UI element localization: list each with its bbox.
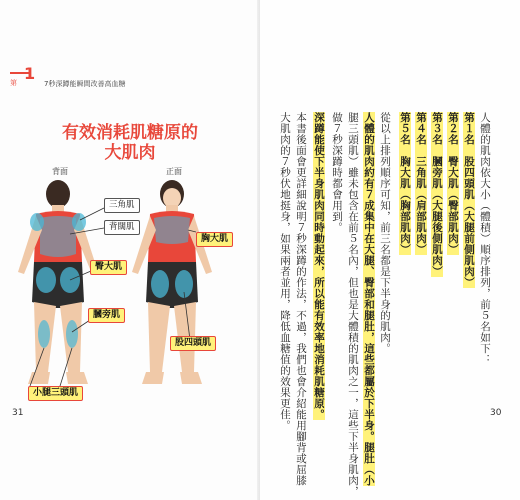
front-view-label: 正面	[166, 167, 182, 176]
rank-item-1	[462, 112, 476, 288]
label-quads: 股四頭肌	[170, 336, 216, 351]
rank-item-2-text: 第２名 臀大肌（臀部肌肉）	[447, 112, 459, 255]
rank-item-2	[446, 112, 460, 255]
figure-title-line2: 大肌肉	[104, 143, 156, 163]
label-deltoid: 三角肌	[104, 198, 140, 213]
text-column-calves: 腿三頭肌）雖未包含在前５名內，但也是大體積的肌肉之一，這些下半身肌肉，	[347, 112, 359, 497]
page-number-right: 30	[490, 408, 502, 418]
rank-item-3	[430, 112, 444, 277]
label-hamstrings: 膕旁肌	[88, 308, 125, 323]
chapter-title: 7秒深蹲能瞬間改善高血糖	[44, 80, 126, 88]
rank-item-3-text: 第３名 膕旁肌（大腿後側肌肉）	[431, 112, 443, 277]
figure-title-line1: 有效消耗肌糖原的	[62, 123, 198, 143]
back-view-label: 背面	[52, 167, 68, 176]
back-figure	[18, 180, 98, 384]
text-column-highlight-b	[312, 112, 326, 420]
label-glutes: 臀大肌	[90, 260, 127, 275]
rank-item-1-text: 第１名 股四頭肌（大腿前側肌肉）	[463, 112, 475, 288]
chapter-number: 1	[24, 64, 36, 83]
text-highlight-a: 人體的肌肉約有７成集中在大腿、臀部和腿肚，這些都屬於下半身。腿肚（小	[363, 112, 375, 486]
rank-item-4-text: 第４名 三角肌（肩部肌肉）	[415, 112, 427, 255]
rank-item-4	[414, 112, 428, 255]
text-column-summary: 從以上排列順序可知，前三名都是下半身的肌肉。	[379, 112, 391, 354]
label-calves: 小腿三頭肌	[28, 386, 83, 401]
text-column-method: 本書後面會更詳細說明７秒深蹲的作法，不過，我們也會介紹能用腳背或屈膝	[295, 112, 307, 486]
text-column-squat-note: 做７秒深蹲時都會用到。	[331, 112, 343, 233]
label-back-muscle: 背闊肌	[104, 220, 140, 235]
rank-item-5	[398, 112, 412, 255]
page-number-left: 31	[12, 408, 24, 418]
text-column-intro: 人體的肌肉依大小（體積）順序排列，前５名如下：	[479, 112, 491, 365]
text-column-pushup: 大肌肉的７秒伏地挺身，如果兩者並用，降低血糖值的效果更佳。	[279, 112, 291, 431]
text-column-highlight-a	[362, 112, 376, 486]
label-chest: 胸大肌	[196, 232, 233, 247]
chapter-prefix: 第	[10, 79, 17, 87]
front-figure	[132, 180, 212, 384]
rank-item-5-text: 第５名 胸大肌（胸部肌肉）	[399, 112, 411, 255]
text-highlight-b: 深蹲能使下半身肌肉同時動起來，所以能有效率地消耗肌糖原。	[313, 112, 325, 420]
